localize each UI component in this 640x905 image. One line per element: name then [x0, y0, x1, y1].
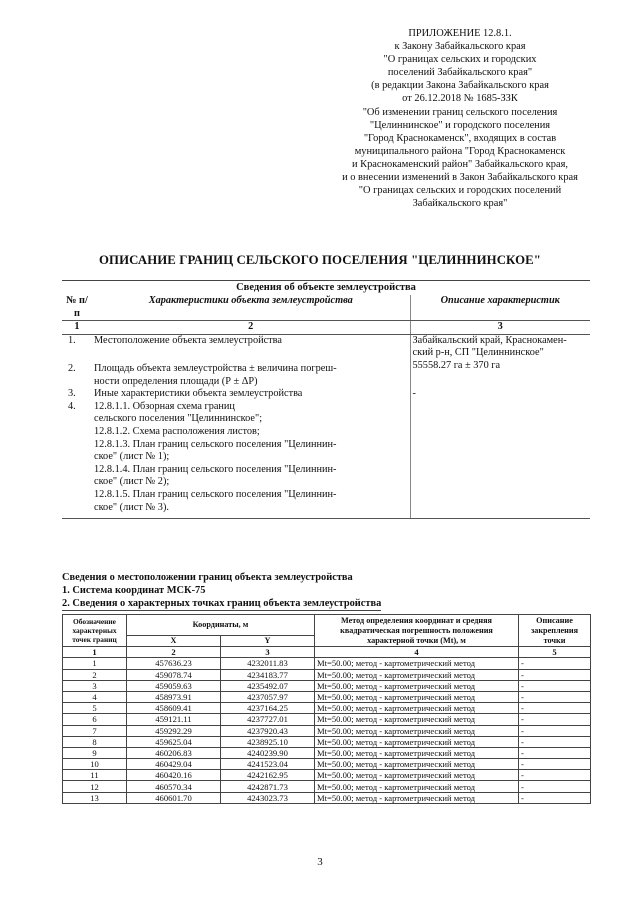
fixing-cell: - [519, 680, 591, 691]
location-heading: Сведения о местоположении границ объекта землеустройства [62, 572, 353, 583]
fixing-cell: - [519, 747, 591, 758]
method-cell: Mt=50.00; метод - картометрический метод [315, 747, 519, 758]
coordinates-header: Координаты, м [127, 615, 315, 636]
boundary-points-table [62, 614, 591, 804]
table-row [63, 714, 591, 725]
fixing-cell: - [519, 759, 591, 770]
index-cell: 2 [127, 647, 221, 658]
description-line: ский р-н, СП "Целиннинское" [412, 347, 544, 359]
y-coordinate: 4237164.25 [221, 703, 315, 714]
characteristic-line: Иные характеристики объекта землеустройства [94, 388, 303, 400]
method-cell: Mt=50.00; метод - картометрический метод [315, 658, 519, 669]
method-cell: Mt=50.00; метод - картометрический метод [315, 691, 519, 702]
point-id: 5 [63, 703, 127, 714]
header-line: ПРИЛОЖЕНИЕ 12.8.1. [408, 28, 512, 39]
y-coordinate: 4234183.77 [221, 669, 315, 680]
point-label-header: Обозначение характерных точек границ [63, 615, 127, 647]
header-line: (в редакции Закона Забайкальского края [371, 80, 549, 92]
points-index-row [63, 647, 591, 658]
fixing-cell: - [519, 669, 591, 680]
characteristic-line: ское" (лист № 1); [94, 451, 170, 463]
table-row [62, 401, 590, 519]
y-coordinate: 4241523.04 [221, 759, 315, 770]
row-characteristic [92, 360, 410, 388]
index-cell: 1 [63, 647, 127, 658]
x-coordinate: 460601.70 [127, 792, 221, 803]
header-line: поселений Забайкальского края" [387, 67, 533, 79]
table-row [62, 334, 590, 360]
characteristic-line: 12.8.1.1. Обзорная схема границ [94, 400, 235, 412]
x-coordinate: 459121.11 [127, 714, 221, 725]
characteristic-line: 12.8.1.2. Схема расположения листов; [94, 425, 260, 437]
y-coordinate: 4235492.07 [221, 680, 315, 691]
fixing-cell: - [519, 691, 591, 702]
point-id: 6 [63, 714, 127, 725]
x-header: X [127, 636, 221, 647]
method-cell: Mt=50.00; метод - картометрический метод [315, 680, 519, 691]
point-id: 13 [63, 792, 127, 803]
x-coordinate: 460429.04 [127, 759, 221, 770]
fixing-cell: - [519, 792, 591, 803]
table-row [63, 691, 591, 702]
method-header: Метод определения координат и средняя квадратическая погрешность положения характерной точки (Mt), м [315, 615, 519, 647]
description-line: Забайкальский край, Краснокамен- [412, 334, 567, 346]
table-row [63, 703, 591, 714]
header-line: "Город Краснокаменск", входящих в состав [363, 132, 557, 144]
index-cell: 1 [62, 321, 92, 335]
point-id: 12 [63, 781, 127, 792]
row-description [410, 360, 590, 388]
header-line: "О границах сельских и городских поселений [358, 185, 562, 197]
y-header: Y [221, 636, 315, 647]
y-coordinate: 4240239.90 [221, 747, 315, 758]
header-line: "Целиннинское" и городского поселения [369, 119, 551, 131]
col-desc-header: Описание характеристик [410, 295, 590, 321]
table-row [63, 759, 591, 770]
point-id: 2 [63, 669, 127, 680]
description-line: - [412, 388, 416, 400]
coordinate-system-heading: 1. Система координат МСК-75 [62, 585, 206, 596]
document-title: ОПИСАНИЕ ГРАНИЦ СЕЛЬСКОГО ПОСЕЛЕНИЯ "ЦЕЛИННИНСКОЕ" [98, 253, 541, 267]
table-row [63, 725, 591, 736]
point-id: 10 [63, 759, 127, 770]
y-coordinate: 4237057.97 [221, 691, 315, 702]
method-cell: Mt=50.00; метод - картометрический метод [315, 703, 519, 714]
characteristic-line: ское" (лист № 2); [94, 476, 170, 488]
point-id: 8 [63, 736, 127, 747]
y-coordinate: 4242871.73 [221, 781, 315, 792]
characteristic-line: сельского поселения "Целиннинское"; [94, 413, 263, 425]
y-coordinate: 4243023.73 [221, 792, 315, 803]
x-coordinate: 459292.29 [127, 725, 221, 736]
characteristic-line: 12.8.1.3. План границ сельского поселения "Целиннин- [94, 438, 337, 450]
header-line: "Об изменении границ сельского поселения [362, 106, 558, 118]
point-id: 3 [63, 680, 127, 691]
index-cell: 3 [410, 321, 590, 335]
table-row [63, 747, 591, 758]
index-cell: 3 [221, 647, 315, 658]
x-coordinate: 460570.34 [127, 781, 221, 792]
fixing-cell: - [519, 725, 591, 736]
point-id: 1 [63, 658, 127, 669]
row-characteristic [92, 334, 410, 360]
method-cell: Mt=50.00; метод - картометрический метод [315, 759, 519, 770]
characteristic-line: 12.8.1.5. План границ сельского поселения "Целиннин- [94, 488, 337, 500]
header-line: Забайкальского края" [412, 198, 508, 210]
point-id: 7 [63, 725, 127, 736]
characteristic-line: 12.8.1.4. План границ сельского поселения "Целиннин- [94, 463, 337, 475]
header-line: от 26.12.2018 № 1685-ЗЗК [402, 93, 518, 105]
y-coordinate: 4237920.43 [221, 725, 315, 736]
description-line: 55558.27 га ± 370 га [412, 359, 501, 371]
method-cell: Mt=50.00; метод - картометрический метод [315, 770, 519, 781]
fixing-cell: - [519, 658, 591, 669]
fixing-cell: - [519, 770, 591, 781]
x-coordinate: 460206.83 [127, 747, 221, 758]
method-cell: Mt=50.00; метод - картометрический метод [315, 714, 519, 725]
index-cell: 2 [92, 321, 410, 335]
points-heading: 2. Сведения о характерных точках границ объекта землеустройства [62, 598, 382, 609]
points-body [63, 658, 591, 803]
table-index-row [62, 321, 590, 335]
method-cell: Mt=50.00; метод - картометрический метод [315, 792, 519, 803]
row-number: 1. [68, 334, 76, 346]
y-coordinate: 4242162.95 [221, 770, 315, 781]
x-coordinate: 457636.23 [127, 658, 221, 669]
row-characteristic [92, 401, 410, 519]
x-coordinate: 459625.04 [127, 736, 221, 747]
row-characteristic [92, 388, 410, 401]
point-id: 4 [63, 691, 127, 702]
method-cell: Mt=50.00; метод - картометрический метод [315, 725, 519, 736]
points-header-row [63, 615, 591, 636]
header-line: муниципального района "Город Краснокаменск [354, 145, 566, 157]
characteristic-line: Местоположение объекта землеустройства [94, 334, 282, 346]
appendix-header [300, 27, 620, 210]
y-coordinate: 4238925.10 [221, 736, 315, 747]
table-row [63, 781, 591, 792]
table-row [62, 388, 590, 401]
fixing-cell: - [519, 703, 591, 714]
table-row [63, 770, 591, 781]
header-line: "О границах сельских и городских [383, 54, 537, 66]
x-coordinate: 460420.16 [127, 770, 221, 781]
row-description [410, 334, 590, 360]
point-id: 9 [63, 747, 127, 758]
y-coordinate: 4237727.01 [221, 714, 315, 725]
x-coordinate: 459059.63 [127, 680, 221, 691]
page-number: 3 [317, 856, 323, 868]
object-info-table [62, 295, 590, 519]
row-description [410, 388, 590, 401]
header-line: к Закону Забайкальского края [394, 41, 526, 53]
index-cell: 4 [315, 647, 519, 658]
section2-headings [62, 571, 582, 611]
section1-heading: Сведения об объекте землеустройства [62, 280, 590, 293]
x-coordinate: 458609.41 [127, 703, 221, 714]
row-description [410, 401, 590, 519]
fixing-cell: - [519, 781, 591, 792]
point-id: 11 [63, 770, 127, 781]
characteristic-line: ское" (лист № 3). [94, 501, 169, 513]
table-header-row [62, 295, 590, 321]
table-row [62, 360, 590, 388]
characteristic-line: Площадь объекта землеустройства ± величина погреш- [94, 362, 337, 374]
table-row [63, 669, 591, 680]
method-cell: Mt=50.00; метод - картометрический метод [315, 669, 519, 680]
table-row [63, 680, 591, 691]
header-line: и Краснокаменский район" Забайкальского края, [351, 158, 568, 170]
header-line: и о внесении изменений в Закон Забайкальского края [342, 172, 578, 184]
table-row [63, 736, 591, 747]
index-cell: 5 [519, 647, 591, 658]
y-coordinate: 4232011.83 [221, 658, 315, 669]
row-number: 4. [62, 401, 92, 519]
col-char-header: Характеристики объекта землеустройства [92, 295, 410, 321]
row-number: 2. [68, 362, 76, 374]
table-row [63, 658, 591, 669]
fixing-header: Описание закрепления точки [519, 615, 591, 647]
table-row [63, 792, 591, 803]
fixing-cell: - [519, 736, 591, 747]
method-cell: Mt=50.00; метод - картометрический метод [315, 781, 519, 792]
row-number: 3. [68, 388, 76, 400]
fixing-cell: - [519, 714, 591, 725]
x-coordinate: 458973.91 [127, 691, 221, 702]
characteristic-line: ности определения площади (Р ± ΔР) [94, 375, 258, 387]
method-cell: Mt=50.00; метод - картометрический метод [315, 736, 519, 747]
col-num-header: № п/п [62, 295, 92, 321]
x-coordinate: 459078.74 [127, 669, 221, 680]
